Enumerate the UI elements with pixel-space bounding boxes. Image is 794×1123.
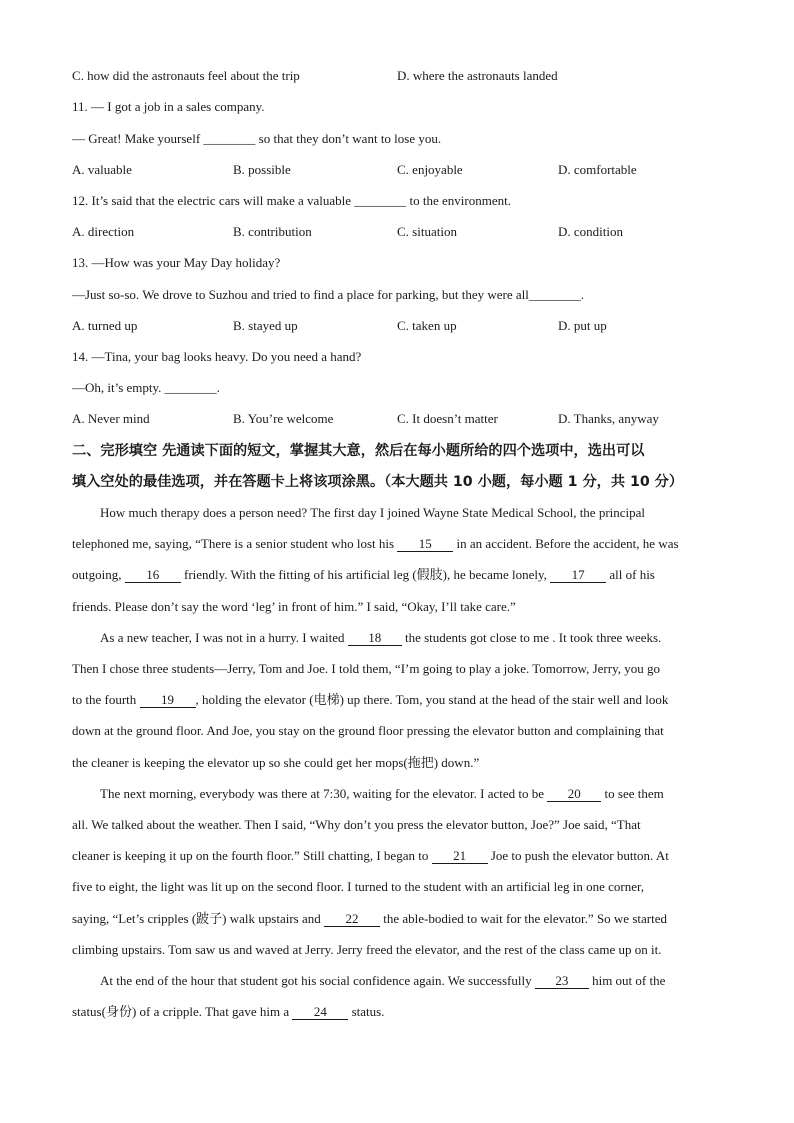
passage-text: outgoing, [72, 567, 125, 582]
passage-text: to the fourth [72, 692, 140, 707]
q14-reply: —Oh, it’s empty. ________. [72, 380, 220, 395]
passage-text: At the end of the hour that student got his social confidence again. We successfully [100, 973, 535, 988]
passage-line: the cleaner is keeping the elevator up so she could get her mops(拖把) down.” [72, 755, 480, 770]
q12-stem-post: to the environment. [409, 193, 511, 208]
passage-text: him out of the [588, 973, 666, 988]
q14-option-a: A. Never mind [72, 411, 150, 426]
section-heading-line-1: 二、完形填空 先通读下面的短文，掌握其大意，然后在每小题所给的四个选项中，选出可以 [72, 443, 645, 459]
passage-text: status(身份) of a cripple. That gave him a [72, 1004, 293, 1019]
passage-text: status. [348, 1004, 385, 1019]
blank-16: 16 [125, 567, 181, 583]
q14-stem: 14. —Tina, your bag looks heavy. Do you need a hand? [72, 349, 362, 364]
blank-20: 20 [547, 786, 601, 802]
passage-line [100, 629, 752, 647]
passage-text: in an accident. Before the accident, he was [453, 536, 679, 551]
q12-option-b: B. contribution [233, 224, 312, 239]
blank-22: 22 [324, 911, 380, 927]
blank-15: 15 [397, 536, 453, 552]
q10-option-d: D. where the astronauts landed [397, 68, 558, 83]
passage-line [72, 847, 724, 865]
q11-option-d: D. comfortable [558, 162, 637, 177]
blank-21: 21 [432, 848, 488, 864]
q11-option-b: B. possible [233, 162, 291, 177]
q12-option-c: C. situation [397, 224, 457, 239]
passage-line: Then I chose three students—Jerry, Tom and Joe. I told them, “I’m going to play a joke. Tomorrow, Jerry, you go [72, 661, 660, 676]
q12-stem-pre: 12. It’s said that the electric cars will make a valuable [72, 193, 352, 208]
q11-blank: ________ [203, 131, 256, 146]
q13-option-d: D. put up [558, 318, 607, 333]
passage-line [100, 972, 752, 990]
passage-text: As a new teacher, I was not in a hurry. I waited [100, 630, 348, 645]
passage-text: saying, “Let’s cripples (跛子) walk upstairs and [72, 911, 324, 926]
q13-option-b: B. stayed up [233, 318, 298, 333]
passage-text: the students got close to me . It took three weeks. [401, 630, 662, 645]
passage-line: How much therapy does a person need? The first day I joined Wayne State Medical School, the principal [100, 505, 646, 520]
blank-18: 18 [348, 630, 402, 646]
blank-23: 23 [535, 973, 589, 989]
passage-line: down at the ground floor. And Joe, you stay on the ground floor pressing the elevator button and complaining that [72, 723, 664, 738]
q12-option-d: D. condition [558, 224, 623, 239]
q13-option-c: C. taken up [397, 318, 457, 333]
passage-line [72, 566, 724, 584]
q12-stem [72, 192, 511, 210]
passage-line [72, 910, 724, 928]
q14-option-c: C. It doesn’t matter [397, 411, 498, 426]
q11-reply [72, 130, 441, 148]
blank-24: 24 [292, 1004, 348, 1020]
passage-line [72, 691, 724, 709]
passage-line [100, 785, 752, 803]
passage-text: cleaner is keeping it up on the fourth floor.” Still chatting, I began to [72, 848, 432, 863]
passage-line [72, 1003, 724, 1021]
passage-text: to see them [601, 786, 664, 801]
blank-17: 17 [550, 567, 606, 583]
passage-line: all. We talked about the weather. Then I said, “Why don’t you press the elevator button, Joe?” Joe said, “That [72, 817, 641, 832]
passage-text: all of his [606, 567, 655, 582]
q11-reply-pre: — Great! Make yourself [72, 131, 201, 146]
q14-option-b: B. You’re welcome [233, 411, 334, 426]
passage-text: the able-bodied to wait for the elevator.” So we started [380, 911, 667, 926]
q12-blank: ________ [354, 193, 407, 208]
q10-option-c: C. how did the astronauts feel about the trip [72, 68, 300, 83]
passage-text: telephoned me, saying, “There is a senior student who lost his [72, 536, 398, 551]
q13-stem: 13. —How was your May Day holiday? [72, 255, 281, 270]
passage-text: Joe to push the elevator button. At [487, 848, 669, 863]
blank-19: 19 [140, 692, 196, 708]
passage-line: climbing upstairs. Tom saw us and waved at Jerry. Jerry freed the elevator, and the rest of the class came up on it. [72, 942, 662, 957]
passage-text: friendly. With the fitting of his artificial leg (假肢), he became lonely, [180, 567, 551, 582]
passage-text: The next morning, everybody was there at 7:30, waiting for the elevator. I acted to be [100, 786, 548, 801]
passage-line: five to eight, the light was lit up on the second floor. I turned to the student with an artificial leg in one corner, [72, 879, 645, 894]
q12-option-a: A. direction [72, 224, 135, 239]
q11-option-c: C. enjoyable [397, 162, 463, 177]
section-heading-line-2: 填入空处的最佳选项，并在答题卡上将该项涂黑。（本大题共 10 小题，每小题 1 分，共 10 分） [72, 474, 684, 490]
passage-line [72, 535, 724, 553]
q11-reply-post: so that they don’t want to lose you. [258, 131, 442, 146]
q13-option-a: A. turned up [72, 318, 138, 333]
passage-line: friends. Please don’t say the word ‘leg’ in front of him.” I said, “Okay, I’ll take care.” [72, 599, 516, 614]
passage-text: , holding the elevator (电梯) up there. Tom, you stand at the head of the stair well and look [195, 692, 669, 707]
q14-option-d: D. Thanks, anyway [558, 411, 659, 426]
q13-reply: —Just so-so. We drove to Suzhou and tried to find a place for parking, but they were all________. [72, 287, 585, 302]
q11-stem: 11. — I got a job in a sales company. [72, 99, 265, 114]
q11-option-a: A. valuable [72, 162, 132, 177]
